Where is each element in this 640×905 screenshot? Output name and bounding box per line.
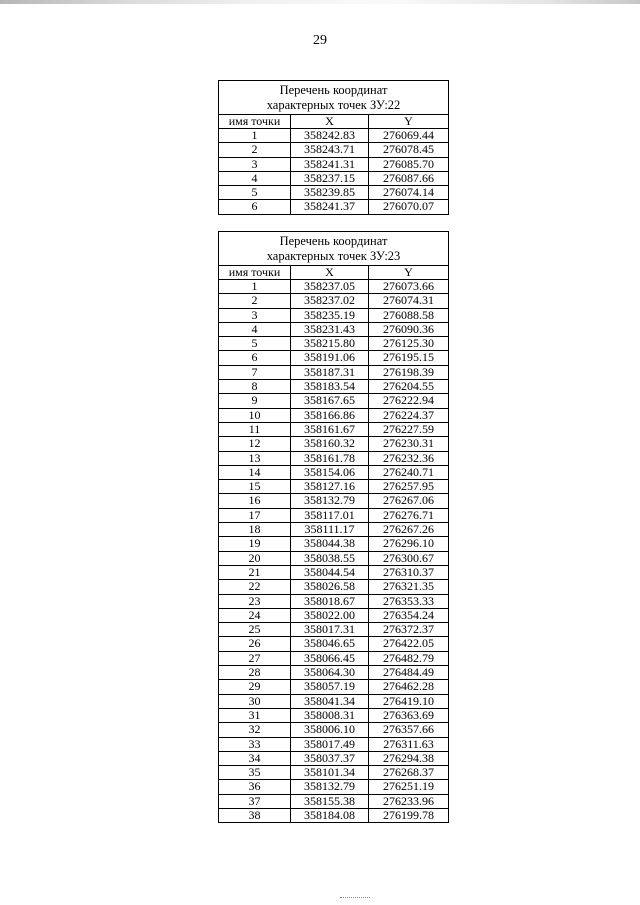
cell-point-name: 4 [219, 322, 291, 336]
table-row [219, 580, 449, 594]
cell-y: 276296.10 [369, 537, 449, 551]
table-row [219, 143, 449, 157]
cell-point-name: 20 [219, 551, 291, 565]
cell-x: 358044.54 [291, 565, 369, 579]
cell-y: 276267.06 [369, 494, 449, 508]
cell-x: 358037.37 [291, 751, 369, 765]
cell-point-name: 34 [219, 751, 291, 765]
cell-point-name: 19 [219, 537, 291, 551]
cell-y: 276090.36 [369, 322, 449, 336]
column-header-y: Y [369, 115, 449, 129]
cell-x: 358235.19 [291, 308, 369, 322]
cell-x: 358183.54 [291, 380, 369, 394]
cell-y: 276195.15 [369, 351, 449, 365]
cell-x: 358066.45 [291, 651, 369, 665]
table-row [219, 337, 449, 351]
cell-y: 276070.07 [369, 200, 449, 214]
table-row [219, 651, 449, 665]
cell-x: 358064.30 [291, 666, 369, 680]
cell-y: 276462.28 [369, 680, 449, 694]
table-row [219, 523, 449, 537]
table-row [219, 280, 449, 294]
cell-x: 358127.16 [291, 480, 369, 494]
table-title-line-2: характерных точек ЗУ:22 [266, 98, 401, 112]
cell-y: 276074.14 [369, 186, 449, 200]
table-row [219, 351, 449, 365]
table-body [219, 280, 449, 823]
cell-y: 276267.26 [369, 523, 449, 537]
table-row [219, 565, 449, 579]
table-body [219, 129, 449, 215]
cell-point-name: 31 [219, 708, 291, 722]
cell-x: 358046.65 [291, 637, 369, 651]
column-header-x: X [291, 266, 369, 280]
cell-y: 276276.71 [369, 508, 449, 522]
cell-x: 358041.34 [291, 694, 369, 708]
cell-point-name: 9 [219, 394, 291, 408]
cell-point-name: 26 [219, 637, 291, 651]
cell-point-name: 17 [219, 508, 291, 522]
cell-x: 358242.83 [291, 129, 369, 143]
table-row [219, 451, 449, 465]
cell-x: 358237.02 [291, 294, 369, 308]
table-row [219, 794, 449, 808]
table-row [219, 751, 449, 765]
scan-footer-artifact [340, 897, 370, 900]
table-row [219, 723, 449, 737]
cell-y: 276222.94 [369, 394, 449, 408]
cell-y: 276230.31 [369, 437, 449, 451]
cell-x: 358038.55 [291, 551, 369, 565]
cell-x: 358026.58 [291, 580, 369, 594]
page-number: 29 [313, 33, 327, 48]
cell-point-name: 2 [219, 294, 291, 308]
cell-point-name: 3 [219, 308, 291, 322]
cell-x: 358166.86 [291, 408, 369, 422]
cell-y: 276233.96 [369, 794, 449, 808]
cell-y: 276087.66 [369, 171, 449, 185]
table-title [219, 81, 449, 115]
cell-x: 358117.01 [291, 508, 369, 522]
cell-x: 358132.79 [291, 780, 369, 794]
cell-x: 358241.37 [291, 200, 369, 214]
table-row [219, 422, 449, 436]
cell-point-name: 4 [219, 171, 291, 185]
cell-point-name: 13 [219, 451, 291, 465]
cell-x: 358022.00 [291, 608, 369, 622]
cell-point-name: 1 [219, 280, 291, 294]
cell-y: 276357.66 [369, 723, 449, 737]
cell-x: 358101.34 [291, 766, 369, 780]
cell-x: 358057.19 [291, 680, 369, 694]
table-row [219, 394, 449, 408]
cell-y: 276257.95 [369, 480, 449, 494]
cell-x: 358044.38 [291, 537, 369, 551]
cell-y: 276300.67 [369, 551, 449, 565]
cell-y: 276085.70 [369, 157, 449, 171]
table-header-row [219, 115, 449, 129]
cell-point-name: 24 [219, 608, 291, 622]
cell-y: 276310.37 [369, 565, 449, 579]
table-row [219, 200, 449, 214]
table-row [219, 623, 449, 637]
table-row [219, 171, 449, 185]
cell-point-name: 28 [219, 666, 291, 680]
table-title-line-1: Перечень координат [279, 234, 388, 248]
table-title-row [219, 81, 449, 115]
cell-x: 358154.06 [291, 465, 369, 479]
table-row [219, 365, 449, 379]
column-header-point-name: имя точки [219, 266, 291, 280]
cell-x: 358241.31 [291, 157, 369, 171]
cell-point-name: 1 [219, 129, 291, 143]
table-row [219, 808, 449, 822]
table-row [219, 322, 449, 336]
column-header-y: Y [369, 266, 449, 280]
table-row [219, 157, 449, 171]
cell-point-name: 27 [219, 651, 291, 665]
table-row [219, 594, 449, 608]
cell-x: 358006.10 [291, 723, 369, 737]
cell-point-name: 22 [219, 580, 291, 594]
cell-x: 358187.31 [291, 365, 369, 379]
table-row [219, 129, 449, 143]
cell-y: 276268.37 [369, 766, 449, 780]
table-row [219, 766, 449, 780]
table-row [219, 737, 449, 751]
cell-point-name: 10 [219, 408, 291, 422]
table-row [219, 708, 449, 722]
cell-point-name: 36 [219, 780, 291, 794]
table-row [219, 537, 449, 551]
table-row [219, 186, 449, 200]
table-row [219, 694, 449, 708]
cell-point-name: 15 [219, 480, 291, 494]
cell-x: 358111.17 [291, 523, 369, 537]
cell-x: 358160.32 [291, 437, 369, 451]
cell-y: 276294.38 [369, 751, 449, 765]
cell-point-name: 3 [219, 157, 291, 171]
cell-y: 276321.35 [369, 580, 449, 594]
cell-y: 276484.49 [369, 666, 449, 680]
cell-y: 276354.24 [369, 608, 449, 622]
table-row [219, 508, 449, 522]
cell-y: 276198.39 [369, 365, 449, 379]
cell-point-name: 23 [219, 594, 291, 608]
table-row [219, 494, 449, 508]
table-row [219, 437, 449, 451]
table-title-row [219, 232, 449, 266]
table-row [219, 294, 449, 308]
cell-y: 276251.19 [369, 780, 449, 794]
table-header-row [219, 266, 449, 280]
table-title [219, 232, 449, 266]
cell-x: 358155.38 [291, 794, 369, 808]
cell-point-name: 8 [219, 380, 291, 394]
table-row [219, 780, 449, 794]
table-row [219, 637, 449, 651]
cell-point-name: 35 [219, 766, 291, 780]
cell-point-name: 14 [219, 465, 291, 479]
coordinates-table-zu23 [218, 231, 449, 823]
table-row [219, 608, 449, 622]
cell-point-name: 12 [219, 437, 291, 451]
cell-y: 276372.37 [369, 623, 449, 637]
cell-y: 276224.37 [369, 408, 449, 422]
cell-y: 276353.33 [369, 594, 449, 608]
cell-y: 276422.05 [369, 637, 449, 651]
cell-x: 358161.67 [291, 422, 369, 436]
cell-x: 358239.85 [291, 186, 369, 200]
cell-point-name: 38 [219, 808, 291, 822]
cell-y: 276069.44 [369, 129, 449, 143]
column-header-point-name: имя точки [219, 115, 291, 129]
cell-x: 358191.06 [291, 351, 369, 365]
cell-x: 358184.08 [291, 808, 369, 822]
cell-point-name: 30 [219, 694, 291, 708]
cell-x: 358231.43 [291, 322, 369, 336]
cell-y: 276204.55 [369, 380, 449, 394]
cell-point-name: 2 [219, 143, 291, 157]
cell-x: 358161.78 [291, 451, 369, 465]
table-title-line-2: характерных точек ЗУ:23 [266, 249, 401, 263]
cell-point-name: 18 [219, 523, 291, 537]
cell-x: 358008.31 [291, 708, 369, 722]
cell-x: 358237.15 [291, 171, 369, 185]
cell-point-name: 33 [219, 737, 291, 751]
cell-x: 358243.71 [291, 143, 369, 157]
table-row [219, 666, 449, 680]
cell-point-name: 5 [219, 186, 291, 200]
cell-y: 276240.71 [369, 465, 449, 479]
cell-point-name: 5 [219, 337, 291, 351]
cell-point-name: 6 [219, 351, 291, 365]
cell-point-name: 29 [219, 680, 291, 694]
cell-point-name: 37 [219, 794, 291, 808]
column-header-x: X [291, 115, 369, 129]
cell-x: 358132.79 [291, 494, 369, 508]
cell-x: 358215.80 [291, 337, 369, 351]
table-title-line-1: Перечень координат [279, 83, 388, 97]
cell-y: 276363.69 [369, 708, 449, 722]
cell-point-name: 11 [219, 422, 291, 436]
table-row [219, 680, 449, 694]
cell-y: 276073.66 [369, 280, 449, 294]
cell-y: 276125.30 [369, 337, 449, 351]
cell-y: 276074.31 [369, 294, 449, 308]
coordinates-table-zu22 [218, 80, 449, 215]
cell-x: 358237.05 [291, 280, 369, 294]
cell-point-name: 16 [219, 494, 291, 508]
table-row [219, 465, 449, 479]
table-row [219, 551, 449, 565]
cell-x: 358167.65 [291, 394, 369, 408]
cell-y: 276482.79 [369, 651, 449, 665]
cell-point-name: 7 [219, 365, 291, 379]
table-row [219, 308, 449, 322]
cell-y: 276419.10 [369, 694, 449, 708]
cell-x: 358018.67 [291, 594, 369, 608]
cell-point-name: 32 [219, 723, 291, 737]
cell-y: 276199.78 [369, 808, 449, 822]
cell-y: 276311.63 [369, 737, 449, 751]
cell-y: 276088.58 [369, 308, 449, 322]
cell-point-name: 6 [219, 200, 291, 214]
scan-edge-artifact [0, 0, 640, 4]
cell-point-name: 25 [219, 623, 291, 637]
cell-x: 358017.31 [291, 623, 369, 637]
cell-x: 358017.49 [291, 737, 369, 751]
table-row [219, 408, 449, 422]
table-row [219, 480, 449, 494]
cell-point-name: 21 [219, 565, 291, 579]
cell-y: 276078.45 [369, 143, 449, 157]
table-row [219, 380, 449, 394]
cell-y: 276232.36 [369, 451, 449, 465]
cell-y: 276227.59 [369, 422, 449, 436]
